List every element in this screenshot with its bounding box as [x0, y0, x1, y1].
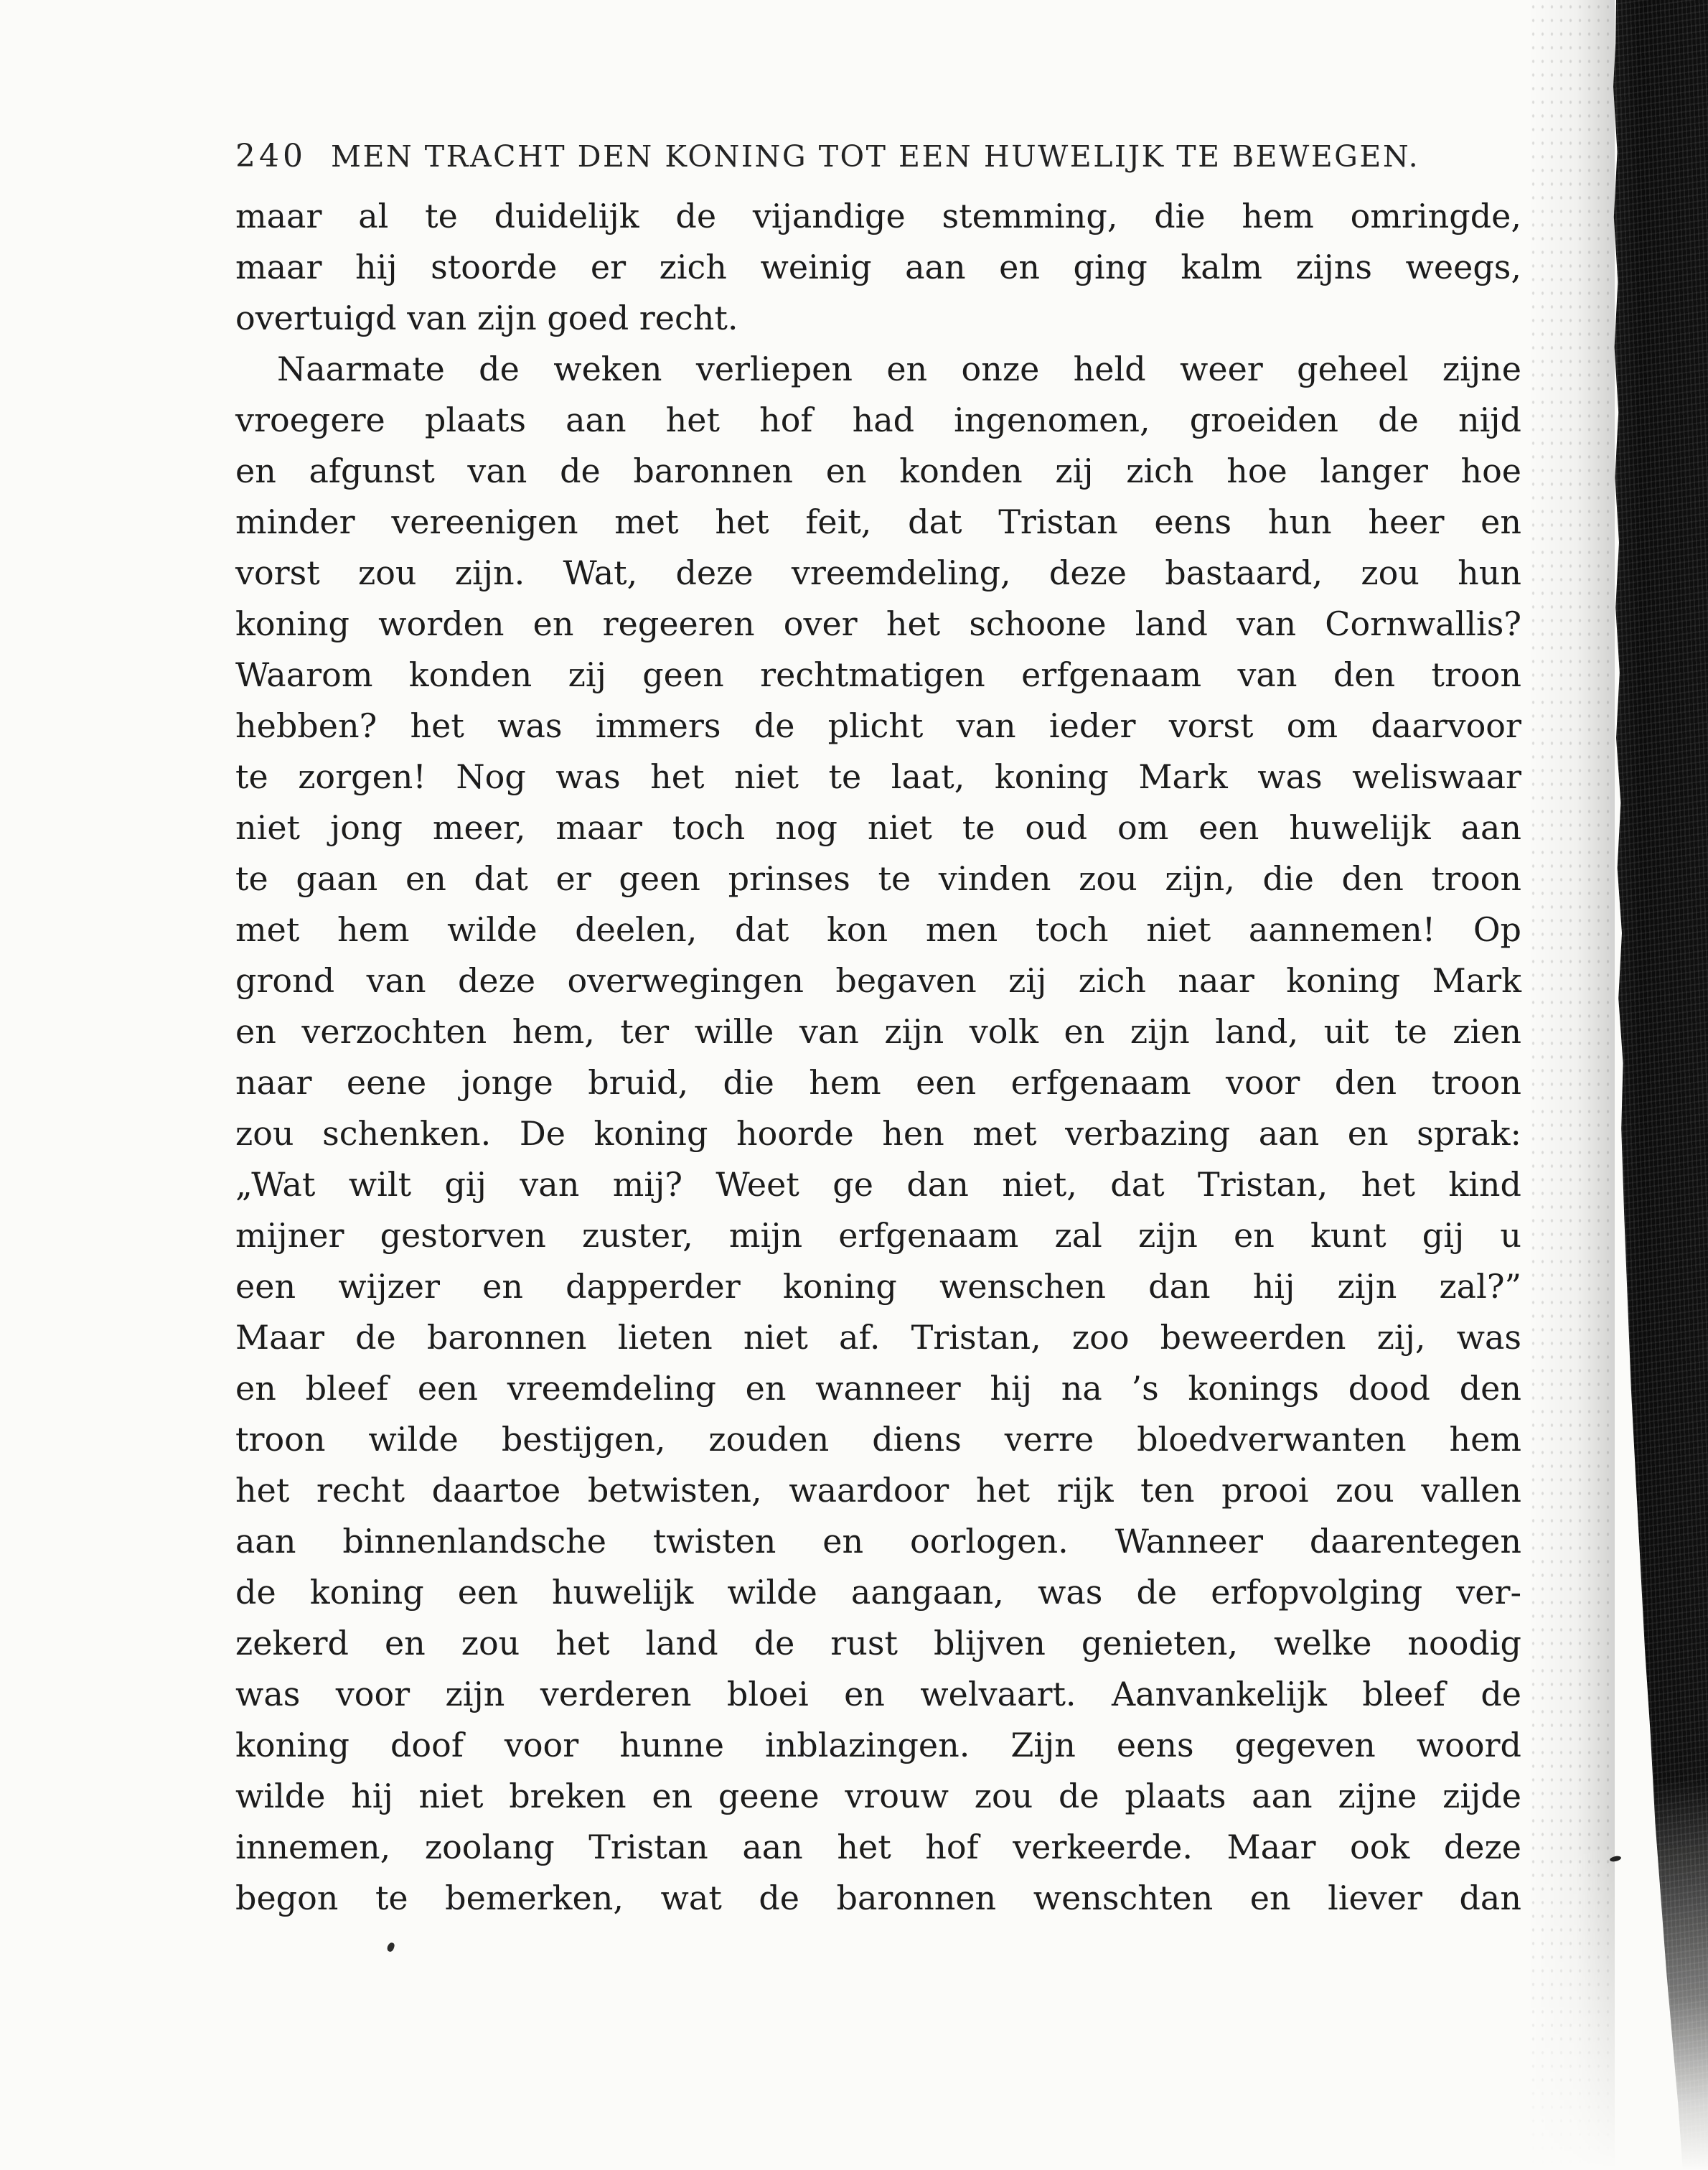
text-line: een wijzer en dapperder koning wenschen dan hij zijn zal?” — [235, 1267, 1521, 1306]
page-header — [235, 138, 1521, 174]
text-line: en verzochten hem, ter wille van zijn volk en zijn land, uit te zien — [235, 1012, 1521, 1051]
text-line: troon wilde bestijgen, zouden diens verre bloedverwanten hem — [235, 1420, 1521, 1459]
text-line: het recht daartoe betwisten, waardoor het rijk ten prooi zou vallen — [235, 1471, 1521, 1510]
text-line: koning worden en regeeren over het schoone land van Cornwallis? — [235, 604, 1521, 643]
text-line: aan binnenlandsche twisten en oorlogen. Wanneer daarentegen — [235, 1522, 1521, 1561]
text-line: de koning een huwelijk wilde aangaan, was de erfopvolging ver- — [235, 1573, 1521, 1612]
text-line: innemen, zoolang Tristan aan het hof verkeerde. Maar ook deze — [235, 1828, 1521, 1866]
text-line: te zorgen! Nog was het niet te laat, koning Mark was weliswaar — [235, 757, 1521, 796]
text-line: Waarom konden zij geen rechtmatigen erfgenaam van den troon — [235, 655, 1521, 694]
page-number: 240 — [235, 138, 306, 174]
ink-speck — [386, 1942, 395, 1952]
text-line: begon te bemerken, wat de baronnen wenschten en liever dan — [235, 1879, 1521, 1917]
page-text — [235, 191, 1521, 1924]
text-line: en afgunst van de baronnen en konden zij zich hoe langer hoe — [235, 452, 1521, 490]
text-line: „Wat wilt gij van mij? Weet ge dan niet, dat Tristan, het kind — [235, 1165, 1521, 1204]
text-line: te gaan en dat er geen prinses te vinden zou zijn, die den troon — [235, 859, 1521, 898]
text-line: minder vereenigen met het feit, dat Tristan eens hun heer en — [235, 502, 1521, 541]
text-line: was voor zijn verderen bloei en welvaart. Aanvankelijk bleef de — [235, 1675, 1521, 1713]
text-line: koning doof voor hunne inblazingen. Zijn eens gegeven woord — [235, 1726, 1521, 1764]
text-line: naar eene jonge bruid, die hem een erfgenaam voor den troon — [235, 1063, 1521, 1102]
text-line: Maar de baronnen lieten niet af. Tristan, zoo beweerden zij, was — [235, 1318, 1521, 1357]
text-line: vroegere plaats aan het hof had ingenomen, groeiden de nijd — [235, 401, 1521, 439]
scan-gutter-shadow — [1529, 0, 1615, 2170]
text-line: zou schenken. De koning hoorde hen met verbazing aan en sprak: — [235, 1114, 1521, 1153]
text-line: zekerd en zou het land de rust blijven genieten, welke noodig — [235, 1624, 1521, 1662]
running-title: MEN TRACHT DEN KONING TOT EEN HUWELIJK TE BEWEGEN. — [330, 139, 1420, 174]
text-line: vorst zou zijn. Wat, deze vreemdeling, deze bastaard, zou hun — [235, 553, 1521, 592]
text-line: met hem wilde deelen, dat kon men toch niet aannemen! Op — [235, 910, 1521, 949]
text-line: en bleef een vreemdeling en wanneer hij na ’s konings dood den — [235, 1369, 1521, 1408]
text-line: overtuigd van zijn goed recht. — [235, 299, 738, 337]
text-line: maar hij stoorde er zich weinig aan en ging kalm zijns weegs, — [235, 248, 1521, 286]
text-line: wilde hij niet breken en geene vrouw zou de plaats aan zijne zijde — [235, 1777, 1521, 1815]
text-line: niet jong meer, maar toch nog niet te oud om een huwelijk aan — [235, 808, 1521, 847]
text-line: grond van deze overwegingen begaven zij zich naar koning Mark — [235, 961, 1521, 1000]
text-line: mijner gestorven zuster, mijn erfgenaam zal zijn en kunt gij u — [235, 1216, 1521, 1255]
text-line: hebben? het was immers de plicht van ieder vorst om daarvoor — [235, 706, 1521, 745]
text-line: Naarmate de weken verliepen en onze held weer geheel zijne — [277, 350, 1521, 388]
text-line: maar al te duidelijk de vijandige stemming, die hem omringde, — [235, 197, 1521, 235]
